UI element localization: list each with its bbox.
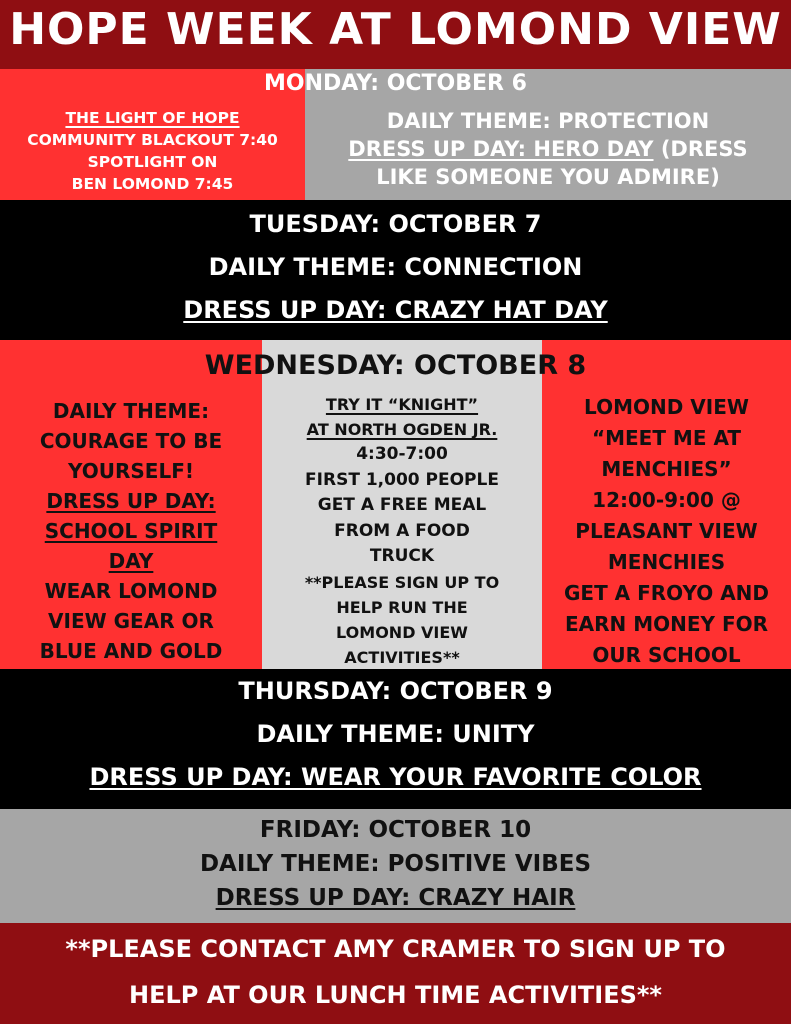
thursday-header: THURSDAY: OCTOBER 9 [238,677,553,705]
monday-theme-block [305,107,791,191]
wednesday-dress-up-line: DRESS UP DAY: [46,489,216,513]
wednesday-header: WEDNESDAY: OCTOBER 8 [204,350,587,381]
thursday-theme: DAILY THEME: UNITY [256,720,535,748]
flyer-title: HOPE WEEK AT LOMOND VIEW [9,4,782,55]
wednesday-theme-line: YOURSELF! [67,459,194,483]
wednesday-theme-line: COURAGE TO BE [39,429,223,453]
menchies-line: PLEASANT VIEW [575,519,758,543]
tuesday-dress-up-row [0,296,791,324]
friday-dress-up-row [0,885,791,911]
wednesday-dress-up-line: DAY [108,549,154,573]
wednesday-offer-line: FROM A FOOD [334,520,470,541]
monday-event-title: THE LIGHT OF HOPE [65,109,240,127]
wednesday-theme-block [0,396,262,666]
tuesday-theme: DAILY THEME: CONNECTION [208,253,583,281]
monday-event-line: SPOTLIGHT ON [87,153,218,171]
monday-event-block [0,107,305,195]
wednesday-event-block [262,392,542,670]
monday-event-line: BEN LOMOND 7:45 [71,175,234,193]
menchies-line: MENCHIES” [601,457,732,481]
monday-event-line: COMMUNITY BLACKOUT 7:40 [27,131,278,149]
menchies-time: 12:00-9:00 @ [592,488,741,512]
monday-dress-up-note: LIKE SOMEONE YOU ADMIRE) [376,165,720,189]
friday-dress-up: DRESS UP DAY: CRAZY HAIR [215,885,576,911]
monday-theme: DAILY THEME: PROTECTION [386,109,710,133]
footer-line: **PLEASE CONTACT AMY CRAMER TO SIGN UP TO [65,935,726,963]
monday-dress-up: DRESS UP DAY: HERO DAY [348,137,654,161]
wednesday-dress-note: VIEW GEAR OR [48,609,214,633]
menchies-line: LOMOND VIEW [584,395,749,419]
friday-theme: DAILY THEME: POSITIVE VIBES [199,851,592,877]
wednesday-event-title: TRY IT “KNIGHT” [325,395,479,414]
monday-section [0,69,791,200]
friday-section [0,809,791,923]
menchies-line: GET A FROYO AND [563,581,770,605]
tuesday-section [0,200,791,340]
friday-header: FRIDAY: OCTOBER 10 [259,817,532,843]
wednesday-dress-note: BLUE AND GOLD [39,639,223,663]
monday-dress-up-line [305,135,791,163]
tuesday-header: TUESDAY: OCTOBER 7 [249,210,542,238]
wednesday-signup-line: LOMOND VIEW [336,622,468,642]
wednesday-signup-line: ACTIVITIES** [344,647,460,667]
title-banner [0,0,791,69]
monday-header: MONDAY: OCTOBER 6 [264,71,527,96]
wednesday-event-location: AT NORTH OGDEN JR. [306,420,498,439]
menchies-line: MENCHIES [607,550,726,574]
thursday-dress-up: DRESS UP DAY: WEAR YOUR FAVORITE COLOR [89,763,702,791]
wednesday-event-time: 4:30-7:00 [356,444,448,464]
wednesday-dress-up-line: SCHOOL SPIRIT [44,519,218,543]
wednesday-menchies-block [542,392,791,671]
menchies-line: EARN MONEY FOR [564,612,769,636]
wednesday-signup-line: **PLEASE SIGN UP TO [304,572,500,592]
wednesday-theme-line: DAILY THEME: [52,399,210,423]
footer-line: HELP AT OUR LUNCH TIME ACTIVITIES** [129,981,662,1009]
menchies-line: OUR SCHOOL [592,643,741,667]
wednesday-offer-line: FIRST 1,000 PEOPLE [305,469,499,490]
wednesday-signup-line: HELP RUN THE [336,597,468,617]
tuesday-dress-up: DRESS UP DAY: CRAZY HAT DAY [183,296,608,324]
wednesday-dress-note: WEAR LOMOND [44,579,218,603]
thursday-section [0,669,791,809]
menchies-line: “MEET ME AT [591,426,742,450]
thursday-dress-up-row [0,763,791,791]
monday-dress-up-note: (DRESS [653,137,748,161]
wednesday-section [0,340,791,669]
wednesday-offer-line: TRUCK [369,546,435,566]
wednesday-offer-line: GET A FREE MEAL [317,495,487,515]
footer-section [0,923,791,1024]
